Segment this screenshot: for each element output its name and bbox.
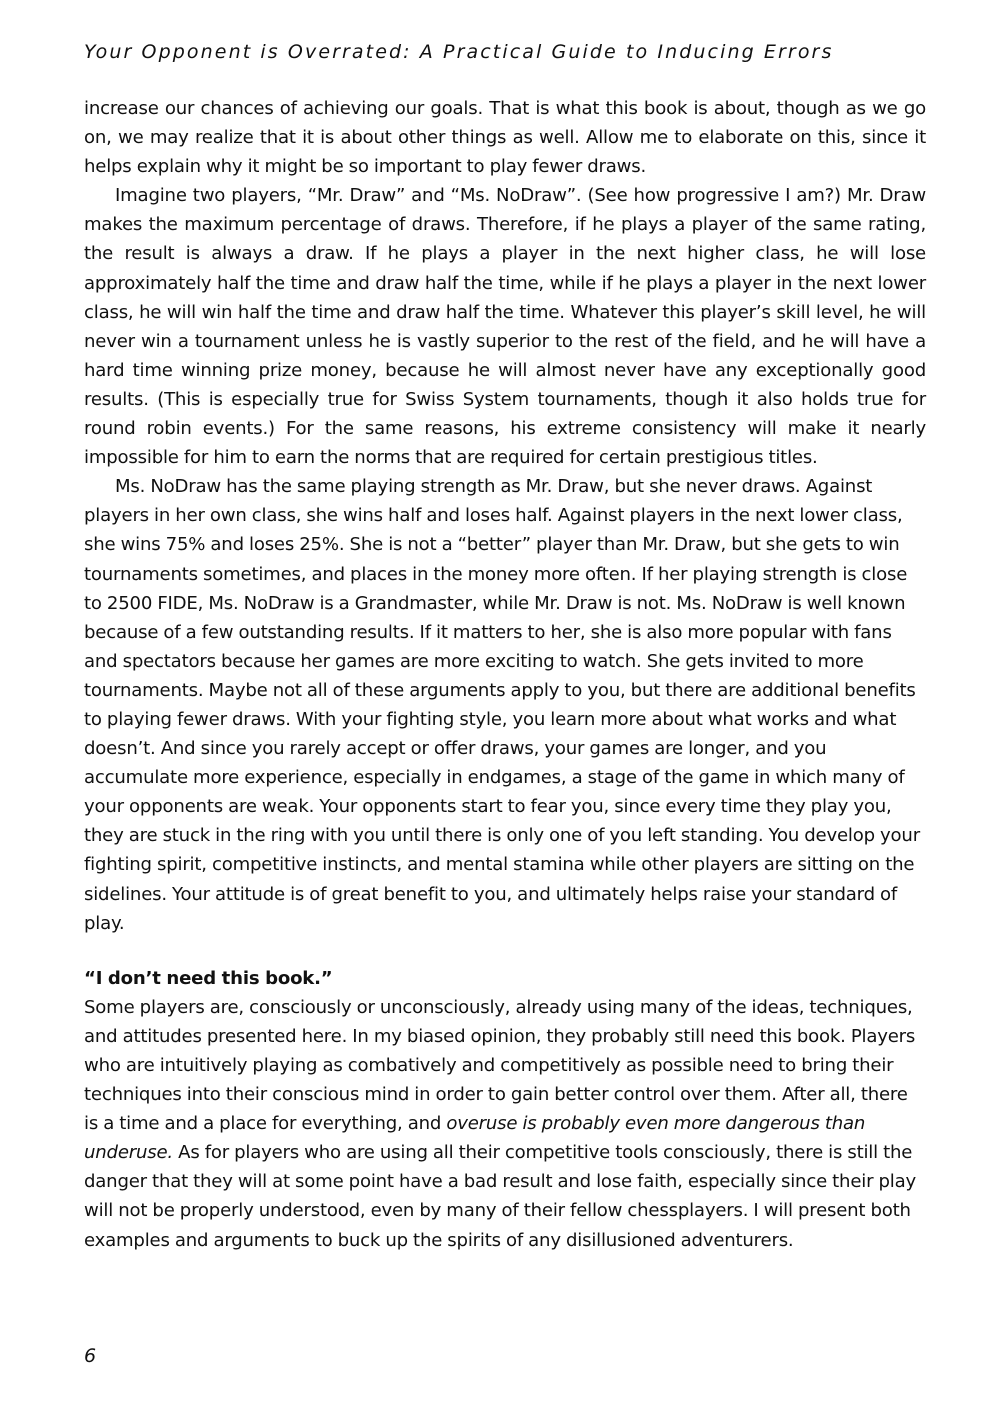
page-number: 6 bbox=[84, 1345, 97, 1367]
paragraph: Ms. NoDraw has the same playing strength as Mr. Draw, but she never draws. Against players in her own class, she wins half and loses half. Against players in the next lower class, she wins 75% and loses 25%. She is not a “better” player than Mr. Draw, but she gets to win tournaments sometimes, and places in the money more often. If her playing strength is close to 2500 FIDE, Ms. NoDraw is a Grandmaster, while Mr. Draw is not. Ms. NoDraw is well known because of a few outstanding results. If it matters to her, she is also more popular with fans and spectators because her games are more exciting to watch. She gets invited to more tournaments. Maybe not all of these arguments apply to you, but there are additional benefits to playing fewer draws. With your fighting style, you learn more about what works and what doesn’t. And since you rarely accept or offer draws, your games are longer, and you accumulate more experience, especially in endgames, a stage of the game in which many of your opponents are weak. Your opponents start to fear you, since every time they play you, they are stuck in the ring with you until there is only one of you left standing. You develop your fighting spirit, competitive instincts, and mental stamina while other players are sitting on the sidelines. Your attitude is of great benefit to you, and ultimately helps raise your standard of play. bbox=[84, 476, 920, 934]
paragraph-text: Some players are, consciously or unconsciously, already using many of the ideas, techniques, and attitudes presented here. In my biased opinion, they probably still need this book. Players who are intuitively playing as combatively and competitively as possible need to bring their techniques into their conscious mind in order to gain better control over them. After all, there is a time and a place for everything, and bbox=[84, 996, 916, 1135]
emphasized-text: overuse is probably even more dangerous than underuse. bbox=[84, 1113, 866, 1164]
main-text bbox=[84, 94, 926, 1255]
section-heading: “I don’t need this book.” bbox=[84, 967, 333, 989]
paragraph-text: As for players who are using all their competitive tools consciously, there is still the danger that they will at some point have a bad result and lose faith, especially since their play will not be properly understood, even by many of their fellow chessplayers. I will present both examples and arguments to buck up the spirits of any disillusioned adventurers. bbox=[84, 1142, 916, 1251]
paragraph: Imagine two players, “Mr. Draw” and “Ms. NoDraw”. (See how progressive I am?) Mr. Draw makes the maximum percentage of draws. Therefore, if he plays a player of the same rating, the result is always a draw. If he plays a player in the next higher class, he will lose approximately half the time and draw half the time, while if he plays a player in the next lower class, he will win half the time and draw half the time. Whatever this player’s skill level, he will never win a tournament unless he is vastly superior to the rest of the field, and he will have a hard time winning prize money, because he will almost never have any exceptionally good results. (This is especially true for Swiss System tournaments, though it also holds true for round robin events.) For the same reasons, his extreme consistency will make it nearly impossible for him to earn the norms that are required for certain prestigious titles. bbox=[84, 185, 926, 469]
paragraph bbox=[84, 993, 926, 1255]
running-header: Your Opponent is Overrated: A Practical Guide to Inducing Errors bbox=[84, 41, 834, 63]
paragraph: increase our chances of achieving our goals. That is what this book is about, though as we go on, we may realize that it is about other things as well. Allow me to elaborate on this, since it helps explain why it might be so important to play fewer draws. bbox=[84, 98, 926, 178]
